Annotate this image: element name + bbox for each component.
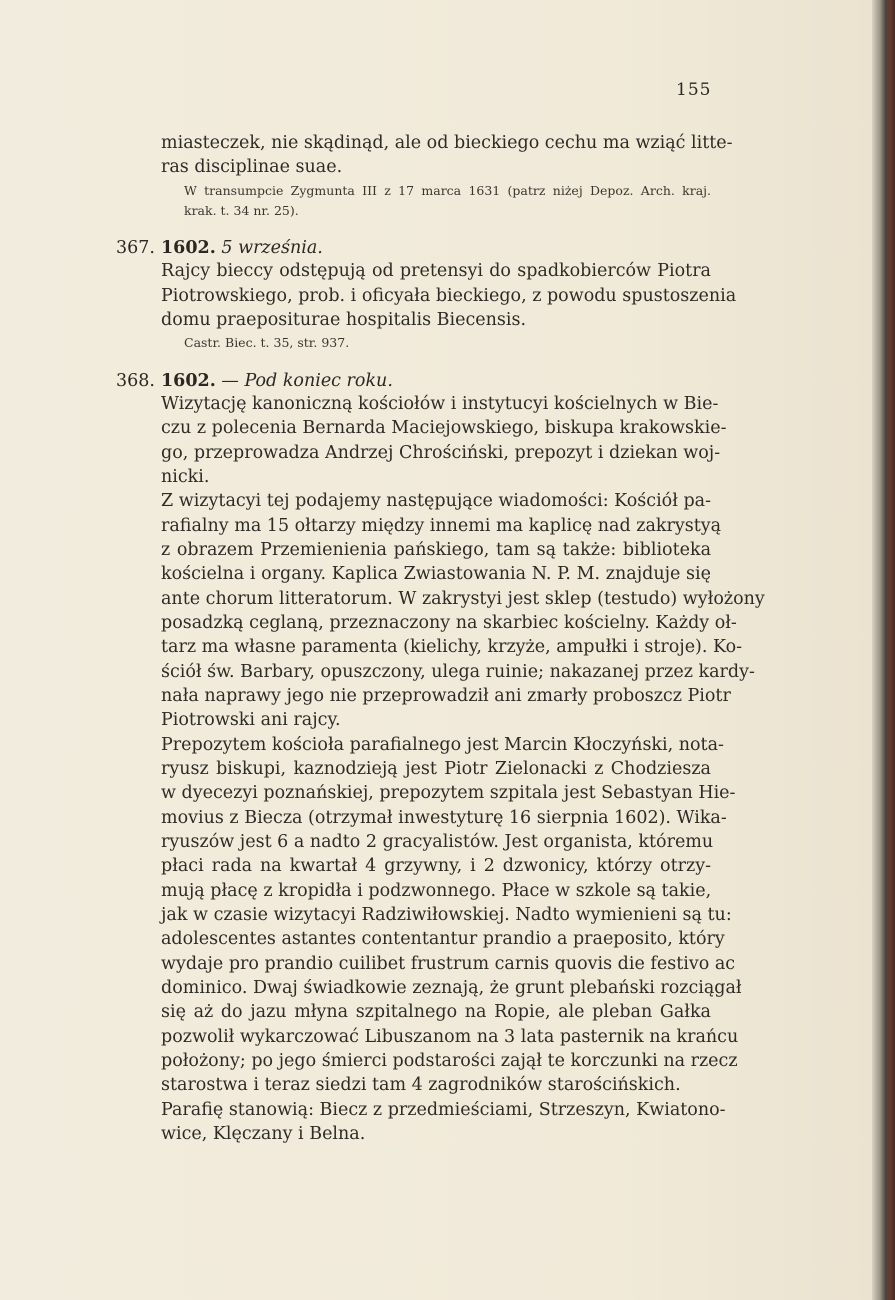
text-line: Piotrowskiego, prob. i oficyała bieckiego, z powodu spustoszenia (161, 286, 737, 306)
text-line: posadzką ceglaną, przeznaczony na skarbiec kościelny. Każdy oł- (161, 613, 737, 633)
source-note-line: W transumpcie Zygmunta III z 17 marca 1631 (patrz niżej Depoz. Arch. kraj. (184, 183, 711, 198)
text-line: nicki. (161, 467, 210, 487)
entry-date: — Pod koniec roku. (221, 371, 393, 391)
text-line: Piotrowski ani rajcy. (161, 710, 341, 730)
text-line: czu z polecenia Bernarda Maciejowskiego, biskupa krakowskie- (161, 418, 727, 438)
text-line: ryusz biskupi, kaznodzieją jest Piotr Zielonacki z Chodziesza (161, 759, 711, 779)
text-line: mują płacę z kropidła i podzwonnego. Płace w szkole są takie, (161, 881, 712, 901)
text-line: movius z Biecza (otrzymał inwestyturę 16 sierpnia 1602). Wika- (161, 808, 727, 828)
text-line: wydaje pro prandio cuilibet frustrum carnis quovis die festivo ac (161, 954, 736, 974)
text-line: Prepozytem kościoła parafialnego jest Marcin Kłoczyński, nota- (161, 735, 724, 755)
text-line: kościelna i organy. Kaplica Zwiastowania N. P. M. znajduje się (161, 564, 711, 584)
text-line: się aż do jazu młyna szpitalnego na Ropie, ale pleban Gałka (161, 1002, 711, 1022)
text-line: ante chorum litteratorum. W zakrystyi jest sklep (testudo) wyłożony (161, 589, 765, 609)
source-note-line: krak. t. 34 nr. 25). (184, 203, 299, 218)
text-line: go, przeprowadza Andrzej Chrościński, prepozyt i dziekan woj- (161, 443, 721, 463)
entry-number: 368. (116, 371, 155, 391)
text-line: w dyecezyi poznańskiej, prepozytem szpitala jest Sebastyan Hie- (161, 783, 736, 803)
book-page-edge (872, 0, 895, 1300)
entry-heading (116, 236, 323, 260)
text-line: starostwa i teraz siedzi tam 4 zagrodników starościńskich. (161, 1075, 681, 1095)
text-line: położony; po jego śmierci podstarości zajął te korczunki na rzecz (161, 1051, 738, 1071)
text-line: pozwolił wykarczować Libuszanom na 3 lata pasternik na krańcu (161, 1027, 739, 1047)
text-line: dominico. Dwaj świadkowie zeznają, że grunt plebański rozciągał (161, 978, 742, 998)
text-line: rafialny ma 15 ołtarzy między innemi ma kaplicę nad zakrystyą (161, 516, 722, 536)
entry-year: 1602. (161, 238, 216, 258)
text-line: z obrazem Przemienienia pańskiego, tam są także: biblioteka (161, 540, 711, 560)
entry-date: 5 września. (221, 238, 323, 258)
source-note-line: Castr. Biec. t. 35, str. 937. (184, 335, 350, 350)
text-line: Parafię stanowią: Biecz z przedmieściami, Strzeszyn, Kwiatono- (161, 1100, 726, 1120)
entry-year: 1602. (161, 371, 216, 391)
text-line: adolescentes astantes contentantur prandio a praeposito, który (161, 929, 725, 949)
text-line: jak w czasie wizytacyi Radziwiłowskiej. Nadto wymienieni są tu: (161, 905, 732, 925)
text-line: miasteczek, nie skądinąd, ale od bieckiego cechu ma wziąć litte- (161, 133, 733, 153)
page-number: 155 (676, 80, 712, 100)
text-line: domu praepositurae hospitalis Biecensis. (161, 310, 527, 330)
text-line: Z wizytacyi tej podajemy następujące wiadomości: Kościół pa- (161, 491, 711, 511)
text-line: ściół św. Barbary, opuszczony, ulega ruinie; nakazanej przez kardy- (161, 662, 755, 682)
text-line: Rajcy bieccy odstępują od pretensyi do spadkobierców Piotra (161, 261, 711, 281)
entry-heading (116, 369, 393, 393)
text-line: płaci rada na kwartał 4 grzywny, i 2 dzwonicy, którzy otrzy- (161, 856, 711, 876)
text-line: nała naprawy jego nie przeprowadził ani zmarły proboszcz Piotr (161, 686, 731, 706)
entry-number: 367. (116, 238, 155, 258)
text-line: ryuszów jest 6 a nadto 2 gracyalistów. Jest organista, któremu (161, 832, 714, 852)
text-line: wice, Klęczany i Belna. (161, 1124, 366, 1144)
text-line: Wizytację kanoniczną kościołów i instytucyi kościelnych w Bie- (161, 394, 719, 414)
text-line: tarz ma własne paramenta (kielichy, krzyże, ampułki i stroje). Ko- (161, 637, 743, 657)
text-line: ras disciplinae suae. (161, 157, 343, 177)
